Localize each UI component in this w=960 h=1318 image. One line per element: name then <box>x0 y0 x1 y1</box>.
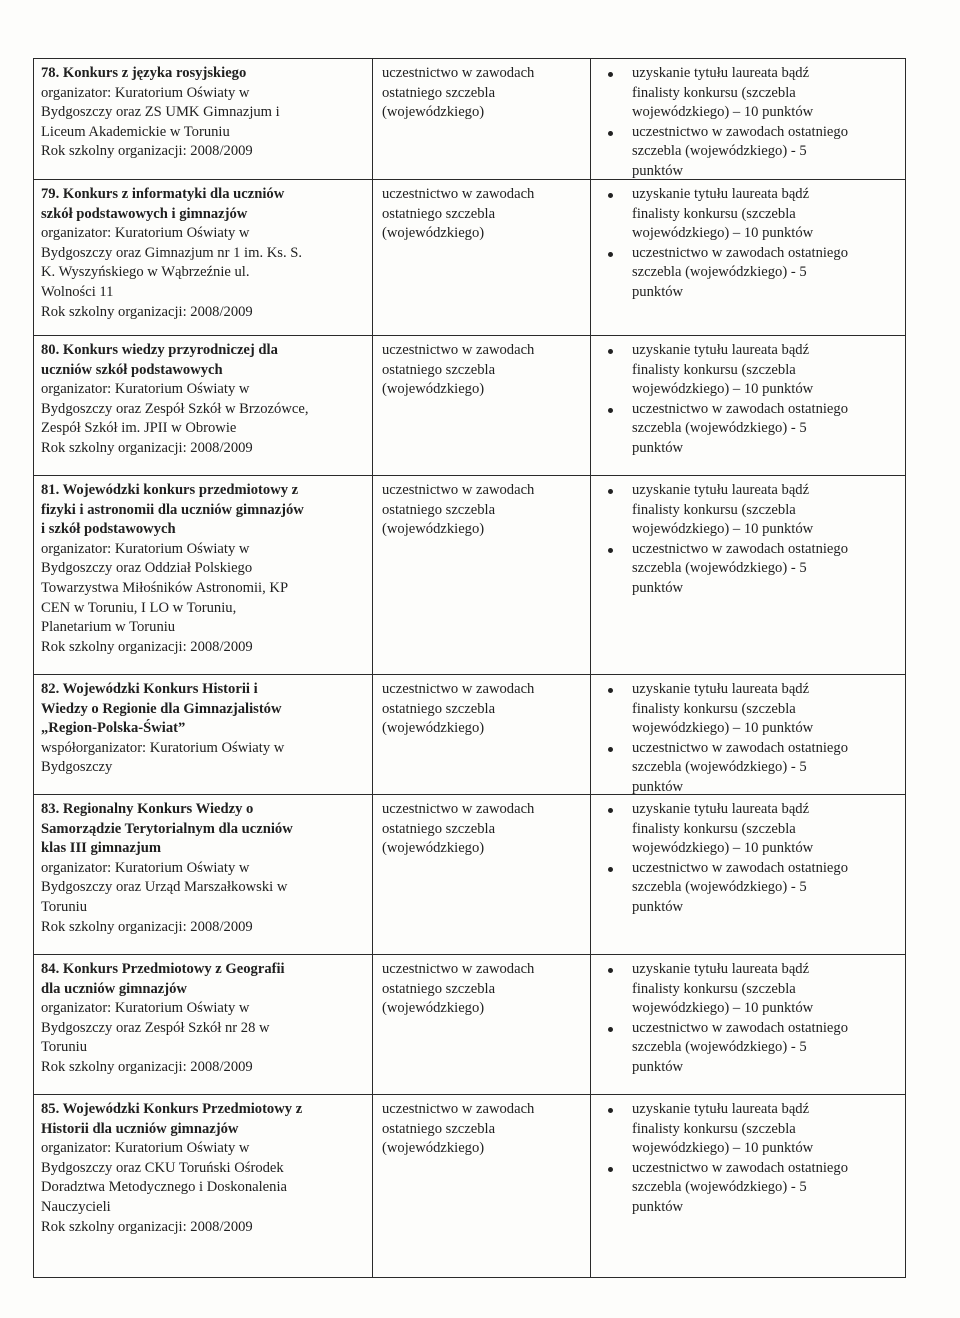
points-text: finalisty konkursu (szczebla <box>632 205 796 222</box>
bullet-icon <box>608 688 613 693</box>
competition-title: 79. Konkurs z informatyki dla uczniów <box>41 186 285 202</box>
points-item <box>600 1100 900 1159</box>
level-text: ostatniego szczebla <box>382 84 496 101</box>
points-bullets <box>600 64 900 182</box>
points-text: wojewódzkiego) – 10 punktów <box>632 381 814 398</box>
points-text: wojewódzkiego) – 10 punktów <box>632 104 814 121</box>
table-row <box>34 335 905 476</box>
competition-description <box>41 680 371 778</box>
level-text: uczestnictwo w zawodach <box>382 961 535 977</box>
points-bullets <box>600 1100 900 1218</box>
competition-detail: organizator: Kuratorium Oświaty w <box>41 84 250 101</box>
points-text: punktów <box>632 439 684 456</box>
competition-title: 82. Wojewódzki Konkurs Historii i <box>41 681 258 697</box>
competition-detail: Bydgoszczy oraz CKU Toruński Ośrodek <box>41 1159 284 1176</box>
competition-detail: Bydgoszczy oraz Zespół Szkół w Brzozówce, <box>41 400 309 417</box>
points-text: punktów <box>632 778 684 795</box>
points-list <box>600 341 900 459</box>
points-text: uzyskanie tytułu laureata bądź <box>632 342 810 358</box>
points-list <box>600 960 900 1078</box>
competition-description <box>41 960 371 1078</box>
points-text: szczebla (wojewódzkiego) - 5 <box>632 879 807 896</box>
competition-detail: Bydgoszczy oraz Zespół Szkół nr 28 w <box>41 1019 270 1036</box>
points-item <box>600 680 900 739</box>
competition-description <box>41 341 371 459</box>
points-text: wojewódzkiego) – 10 punktów <box>632 1140 814 1157</box>
competition-detail: Planetarium w Toruniu <box>41 619 176 636</box>
level-text: (wojewódzkiego) <box>382 381 485 398</box>
competition-detail: Rok szkolny organizacji: 2008/2009 <box>41 439 253 456</box>
points-text: wojewódzkiego) – 10 punktów <box>632 1000 814 1017</box>
points-bullets <box>600 185 900 303</box>
points-item <box>600 244 900 303</box>
points-text: szczebla (wojewódzkiego) - 5 <box>632 560 807 577</box>
level-text: uczestnictwo w zawodach <box>382 482 535 498</box>
competition-level <box>382 800 587 859</box>
competition-level <box>382 341 587 400</box>
bullet-icon <box>608 489 613 494</box>
level-text: ostatniego szczebla <box>382 361 496 378</box>
competition-detail: organizator: Kuratorium Oświaty w <box>41 1140 250 1157</box>
points-text: punktów <box>632 283 684 300</box>
competition-level <box>382 680 587 739</box>
competition-detail: Bydgoszczy <box>41 759 113 776</box>
points-item <box>600 960 900 1019</box>
level-text: uczestnictwo w zawodach <box>382 801 535 817</box>
points-text: punktów <box>632 1198 684 1215</box>
competition-level <box>382 481 587 540</box>
competition-level <box>382 64 587 123</box>
bullet-icon <box>608 252 613 257</box>
points-text: punktów <box>632 162 684 179</box>
competition-description <box>41 800 371 937</box>
points-text: finalisty konkursu (szczebla <box>632 1120 796 1137</box>
points-item <box>600 859 900 918</box>
points-item <box>600 123 900 182</box>
bullet-icon <box>608 548 613 553</box>
points-text: uzyskanie tytułu laureata bądź <box>632 482 810 498</box>
competition-detail: K. Wyszyńskiego w Wąbrzeźnie ul. <box>41 264 250 281</box>
bullet-icon <box>608 1027 613 1032</box>
competition-detail: CEN w Toruniu, I LO w Toruniu, <box>41 599 237 616</box>
competition-detail: Toruniu <box>41 1039 87 1056</box>
points-list <box>600 481 900 599</box>
points-text: uzyskanie tytułu laureata bądź <box>632 801 810 817</box>
competition-description <box>41 1100 371 1237</box>
level-text: ostatniego szczebla <box>382 205 496 222</box>
competition-description <box>41 64 371 162</box>
points-item <box>600 64 900 123</box>
competition-title: klas III gimnazjum <box>41 840 162 857</box>
competition-description <box>41 481 371 657</box>
competition-level <box>382 1100 587 1159</box>
competition-detail: Rok szkolny organizacji: 2008/2009 <box>41 303 253 320</box>
bullet-icon <box>608 867 613 872</box>
bullet-icon <box>608 1108 613 1113</box>
points-text: uzyskanie tytułu laureata bądź <box>632 65 810 81</box>
points-item <box>600 185 900 244</box>
competition-detail: Rok szkolny organizacji: 2008/2009 <box>41 638 253 655</box>
competition-detail: Nauczycieli <box>41 1198 111 1215</box>
points-text: szczebla (wojewódzkiego) - 5 <box>632 264 807 281</box>
competition-detail: Bydgoszczy oraz Gimnazjum nr 1 im. Ks. S. <box>41 244 303 261</box>
competition-title: 78. Konkurs z języka rosyjskiego <box>41 65 247 81</box>
points-text: uczestnictwo w zawodach ostatniego <box>632 400 848 417</box>
level-text: (wojewódzkiego) <box>382 225 485 242</box>
competition-detail: Toruniu <box>41 898 87 915</box>
competition-title: uczniów szkół podstawowych <box>41 361 223 378</box>
competition-detail: Bydgoszczy oraz Urząd Marszałkowski w <box>41 879 288 896</box>
points-text: szczebla (wojewódzkiego) - 5 <box>632 1179 807 1196</box>
points-bullets <box>600 800 900 918</box>
points-item <box>600 341 900 400</box>
competition-detail: Liceum Akademickie w Toruniu <box>41 123 230 140</box>
competition-title: i szkół podstawowych <box>41 521 176 538</box>
level-text: uczestnictwo w zawodach <box>382 186 535 202</box>
points-text: uczestnictwo w zawodach ostatniego <box>632 859 848 876</box>
bullet-icon <box>608 408 613 413</box>
competition-title: 81. Wojewódzki konkurs przedmiotowy z <box>41 482 299 498</box>
points-list <box>600 800 900 918</box>
bullet-icon <box>608 1167 613 1172</box>
competition-level <box>382 960 587 1019</box>
competition-title: dla uczniów gimnazjów <box>41 980 187 997</box>
points-item <box>600 1159 900 1218</box>
points-item <box>600 400 900 459</box>
competition-title: Historii dla uczniów gimnazjów <box>41 1120 239 1137</box>
points-text: uzyskanie tytułu laureata bądź <box>632 681 810 697</box>
bullet-icon <box>608 349 613 354</box>
points-text: finalisty konkursu (szczebla <box>632 501 796 518</box>
level-text: (wojewódzkiego) <box>382 840 485 857</box>
level-text: ostatniego szczebla <box>382 1120 496 1137</box>
competition-detail: Wolności 11 <box>41 283 114 300</box>
bullet-icon <box>608 72 613 77</box>
competition-detail: Rok szkolny organizacji: 2008/2009 <box>41 918 253 935</box>
points-text: szczebla (wojewódzkiego) - 5 <box>632 420 807 437</box>
bullet-icon <box>608 193 613 198</box>
level-text: (wojewódzkiego) <box>382 1000 485 1017</box>
points-item <box>600 540 900 599</box>
level-text: (wojewódzkiego) <box>382 104 485 121</box>
table-row <box>34 674 905 795</box>
points-list <box>600 185 900 303</box>
level-text: ostatniego szczebla <box>382 820 496 837</box>
points-text: punktów <box>632 898 684 915</box>
points-text: wojewódzkiego) – 10 punktów <box>632 521 814 538</box>
points-text: wojewódzkiego) – 10 punktów <box>632 840 814 857</box>
points-text: uczestnictwo w zawodach ostatniego <box>632 1159 848 1176</box>
competition-detail: współorganizator: Kuratorium Oświaty w <box>41 739 285 756</box>
table-row <box>34 179 905 336</box>
competition-detail: Towarzystwa Miłośników Astronomii, KP <box>41 579 289 596</box>
bullet-icon <box>608 131 613 136</box>
points-bullets <box>600 960 900 1078</box>
bullet-icon <box>608 747 613 752</box>
bullet-icon <box>608 808 613 813</box>
level-text: (wojewódzkiego) <box>382 1140 485 1157</box>
level-text: uczestnictwo w zawodach <box>382 1101 535 1117</box>
points-text: uzyskanie tytułu laureata bądź <box>632 961 810 977</box>
points-item <box>600 1019 900 1078</box>
points-text: finalisty konkursu (szczebla <box>632 361 796 378</box>
competition-detail: organizator: Kuratorium Oświaty w <box>41 1000 250 1017</box>
table-row <box>34 794 905 955</box>
competition-title: Wiedzy o Regionie dla Gimnazjalistów <box>41 700 282 717</box>
level-text: (wojewódzkiego) <box>382 521 485 538</box>
competition-detail: Rok szkolny organizacji: 2008/2009 <box>41 1058 253 1075</box>
competition-title: 80. Konkurs wiedzy przyrodniczej dla <box>41 342 278 358</box>
points-text: punktów <box>632 579 684 596</box>
points-text: finalisty konkursu (szczebla <box>632 980 796 997</box>
points-item <box>600 800 900 859</box>
competition-detail: Rok szkolny organizacji: 2008/2009 <box>41 1218 253 1235</box>
competition-title: 84. Konkurs Przedmiotowy z Geografii <box>41 961 285 977</box>
level-text: ostatniego szczebla <box>382 980 496 997</box>
points-text: uzyskanie tytułu laureata bądź <box>632 186 810 202</box>
competition-title: szkół podstawowych i gimnazjów <box>41 205 248 222</box>
points-text: uczestnictwo w zawodach ostatniego <box>632 244 848 261</box>
competition-detail: Rok szkolny organizacji: 2008/2009 <box>41 143 253 160</box>
competition-description <box>41 185 371 322</box>
competition-title: 83. Regionalny Konkurs Wiedzy o <box>41 801 254 817</box>
points-text: szczebla (wojewódzkiego) - 5 <box>632 1039 807 1056</box>
points-list <box>600 64 900 182</box>
competition-detail: organizator: Kuratorium Oświaty w <box>41 859 250 876</box>
points-text: finalisty konkursu (szczebla <box>632 700 796 717</box>
points-text: szczebla (wojewódzkiego) - 5 <box>632 143 807 160</box>
points-bullets <box>600 341 900 459</box>
points-text: wojewódzkiego) – 10 punktów <box>632 225 814 242</box>
competition-detail: Bydgoszczy oraz ZS UMK Gimnazjum i <box>41 104 280 121</box>
competition-title: „Region-Polska-Świat” <box>41 720 186 737</box>
level-text: ostatniego szczebla <box>382 501 496 518</box>
competition-detail: Bydgoszczy oraz Oddział Polskiego <box>41 560 253 577</box>
bullet-icon <box>608 968 613 973</box>
level-text: uczestnictwo w zawodach <box>382 681 535 697</box>
points-text: uzyskanie tytułu laureata bądź <box>632 1101 810 1117</box>
points-item <box>600 739 900 798</box>
points-text: uczestnictwo w zawodach ostatniego <box>632 123 848 140</box>
points-bullets <box>600 680 900 798</box>
points-text: finalisty konkursu (szczebla <box>632 84 796 101</box>
table-row <box>34 954 905 1095</box>
level-text: (wojewódzkiego) <box>382 720 485 737</box>
competition-detail: Doradztwa Metodycznego i Doskonalenia <box>41 1179 287 1196</box>
table-row <box>34 1094 905 1278</box>
competition-title: 85. Wojewódzki Konkurs Przedmiotowy z <box>41 1101 303 1117</box>
competition-detail: organizator: Kuratorium Oświaty w <box>41 540 250 557</box>
competition-title: fizyki i astronomii dla uczniów gimnazjów <box>41 501 304 518</box>
table-row <box>34 475 905 675</box>
level-text: uczestnictwo w zawodach <box>382 342 535 358</box>
points-list <box>600 1100 900 1218</box>
points-text: wojewódzkiego) – 10 punktów <box>632 720 814 737</box>
points-text: punktów <box>632 1058 684 1075</box>
competition-detail: organizator: Kuratorium Oświaty w <box>41 225 250 242</box>
competition-detail: Zespół Szkół im. JPII w Obrowie <box>41 420 237 437</box>
points-text: uczestnictwo w zawodach ostatniego <box>632 1019 848 1036</box>
competitions-table <box>33 58 906 1278</box>
competition-title: Samorządzie Terytorialnym dla uczniów <box>41 820 293 837</box>
competition-detail: organizator: Kuratorium Oświaty w <box>41 381 250 398</box>
points-text: szczebla (wojewódzkiego) - 5 <box>632 759 807 776</box>
points-list <box>600 680 900 798</box>
points-text: finalisty konkursu (szczebla <box>632 820 796 837</box>
level-text: uczestnictwo w zawodach <box>382 65 535 81</box>
level-text: ostatniego szczebla <box>382 700 496 717</box>
table-row <box>34 59 905 179</box>
points-text: uczestnictwo w zawodach ostatniego <box>632 540 848 557</box>
points-text: uczestnictwo w zawodach ostatniego <box>632 739 848 756</box>
competition-level <box>382 185 587 244</box>
points-item <box>600 481 900 540</box>
points-bullets <box>600 481 900 599</box>
